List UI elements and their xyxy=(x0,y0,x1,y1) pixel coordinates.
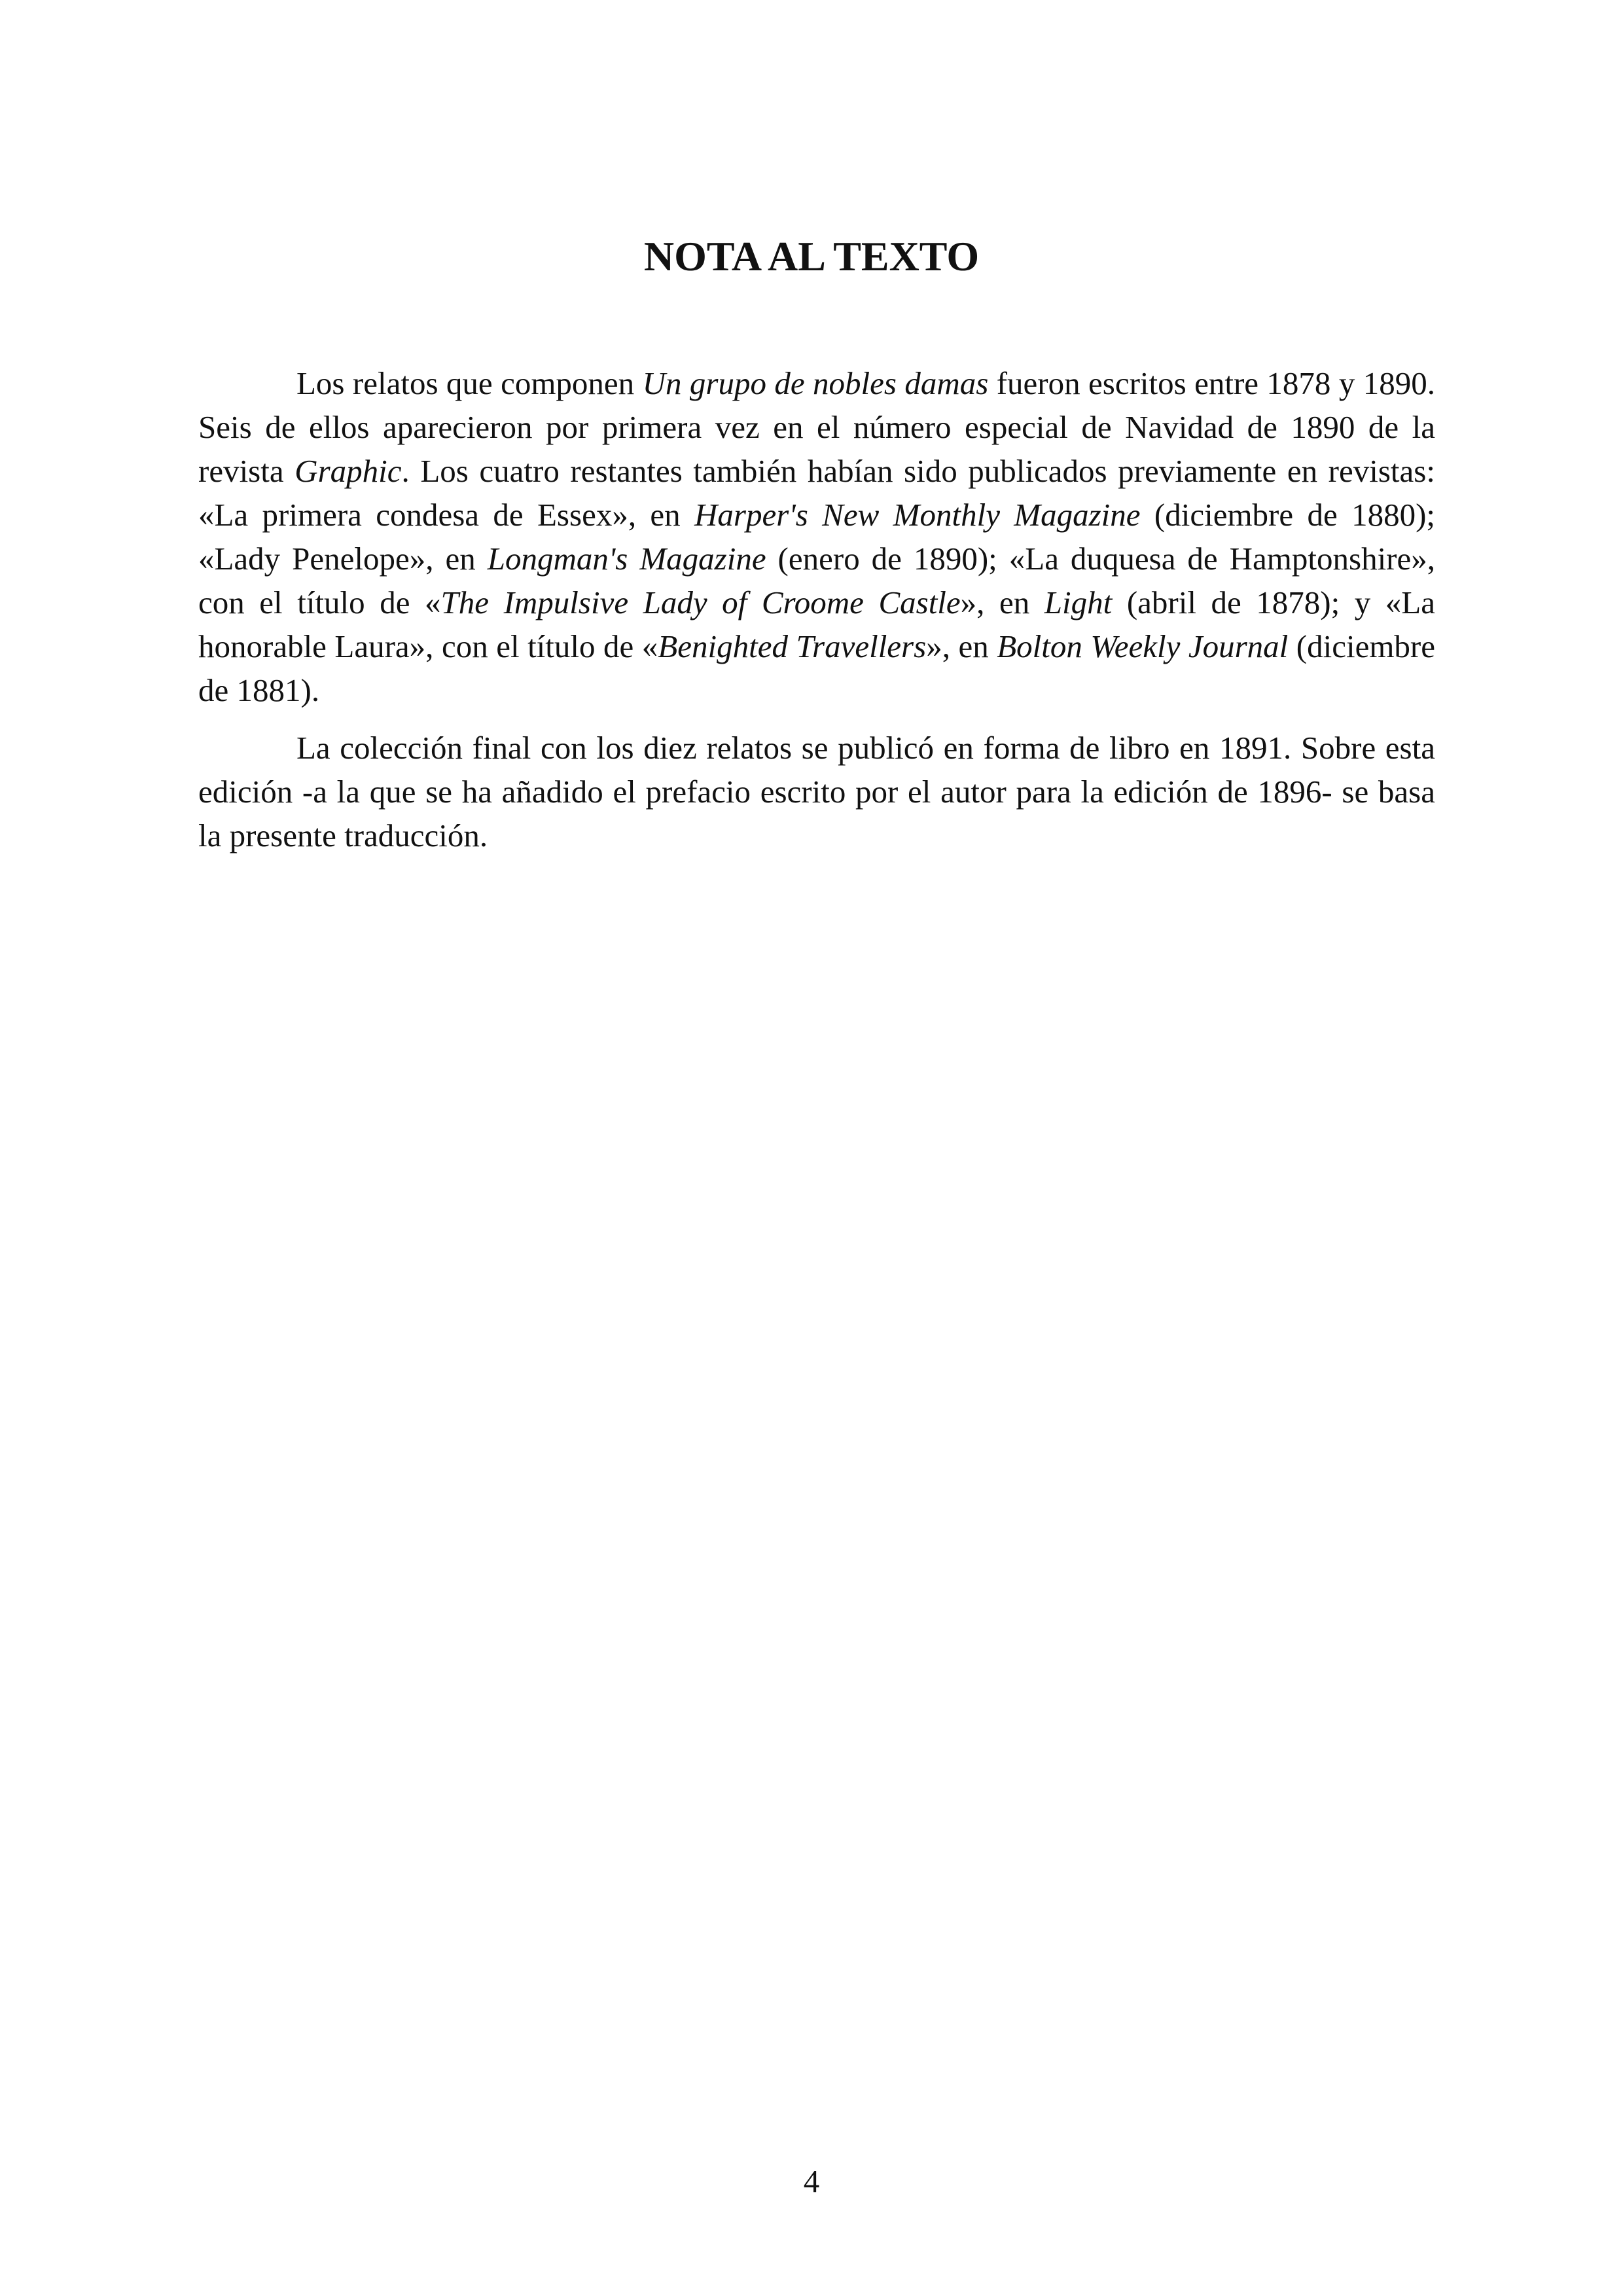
paragraph-1-text: Los relatos que componen xyxy=(296,365,643,401)
italic-title: Light xyxy=(1044,584,1113,620)
paragraph-1-text: », en xyxy=(960,584,1044,620)
paragraph-1-text: . Los cuatro restantes también habían sido publicados previamente en revistas: «La primera condesa de Essex», en xyxy=(198,453,1435,533)
italic-title: Un grupo de nobles damas xyxy=(642,365,989,401)
italic-title: Harper's New Monthly Magazine xyxy=(694,497,1141,533)
body-text xyxy=(198,361,1435,871)
italic-title: Benighted Travellers xyxy=(658,628,927,664)
italic-title: Longman's Magazine xyxy=(487,541,766,577)
paragraph-2: La colección final con los diez relatos se publicó en forma de libro en 1891. Sobre esta edición -a la que se ha añadido el prefacio escrito por el autor para la edición de 1896- se basa la presente traducción. xyxy=(198,730,1435,853)
paragraph-1 xyxy=(198,361,1435,712)
page-title: NOTA AL TEXTO xyxy=(643,233,980,279)
paragraph-1-text: (abril de 1878); y «La honorable Laura», con el título de « xyxy=(198,584,1435,664)
italic-title: Graphic xyxy=(294,453,402,489)
paragraph-1-text: (diciembre de 1880); «Lady Penelope», en xyxy=(198,497,1435,577)
page-number: 4 xyxy=(803,2163,820,2199)
italic-title: Bolton Weekly Journal xyxy=(997,628,1289,664)
paragraph-1-text: », en xyxy=(926,628,997,664)
paragraph-1-text: (diciembre de 1881). xyxy=(198,628,1435,708)
paragraph-1-text: fueron escritos entre 1878 y 1890. Seis de ellos aparecieron por primera vez en el número especial de Navidad de 1890 de la revista xyxy=(198,365,1435,489)
italic-title: The Impulsive Lady of Croome Castle xyxy=(440,584,961,620)
paragraph-1-text: (enero de 1890); «La duquesa de Hamptonshire», con el título de « xyxy=(198,541,1436,620)
